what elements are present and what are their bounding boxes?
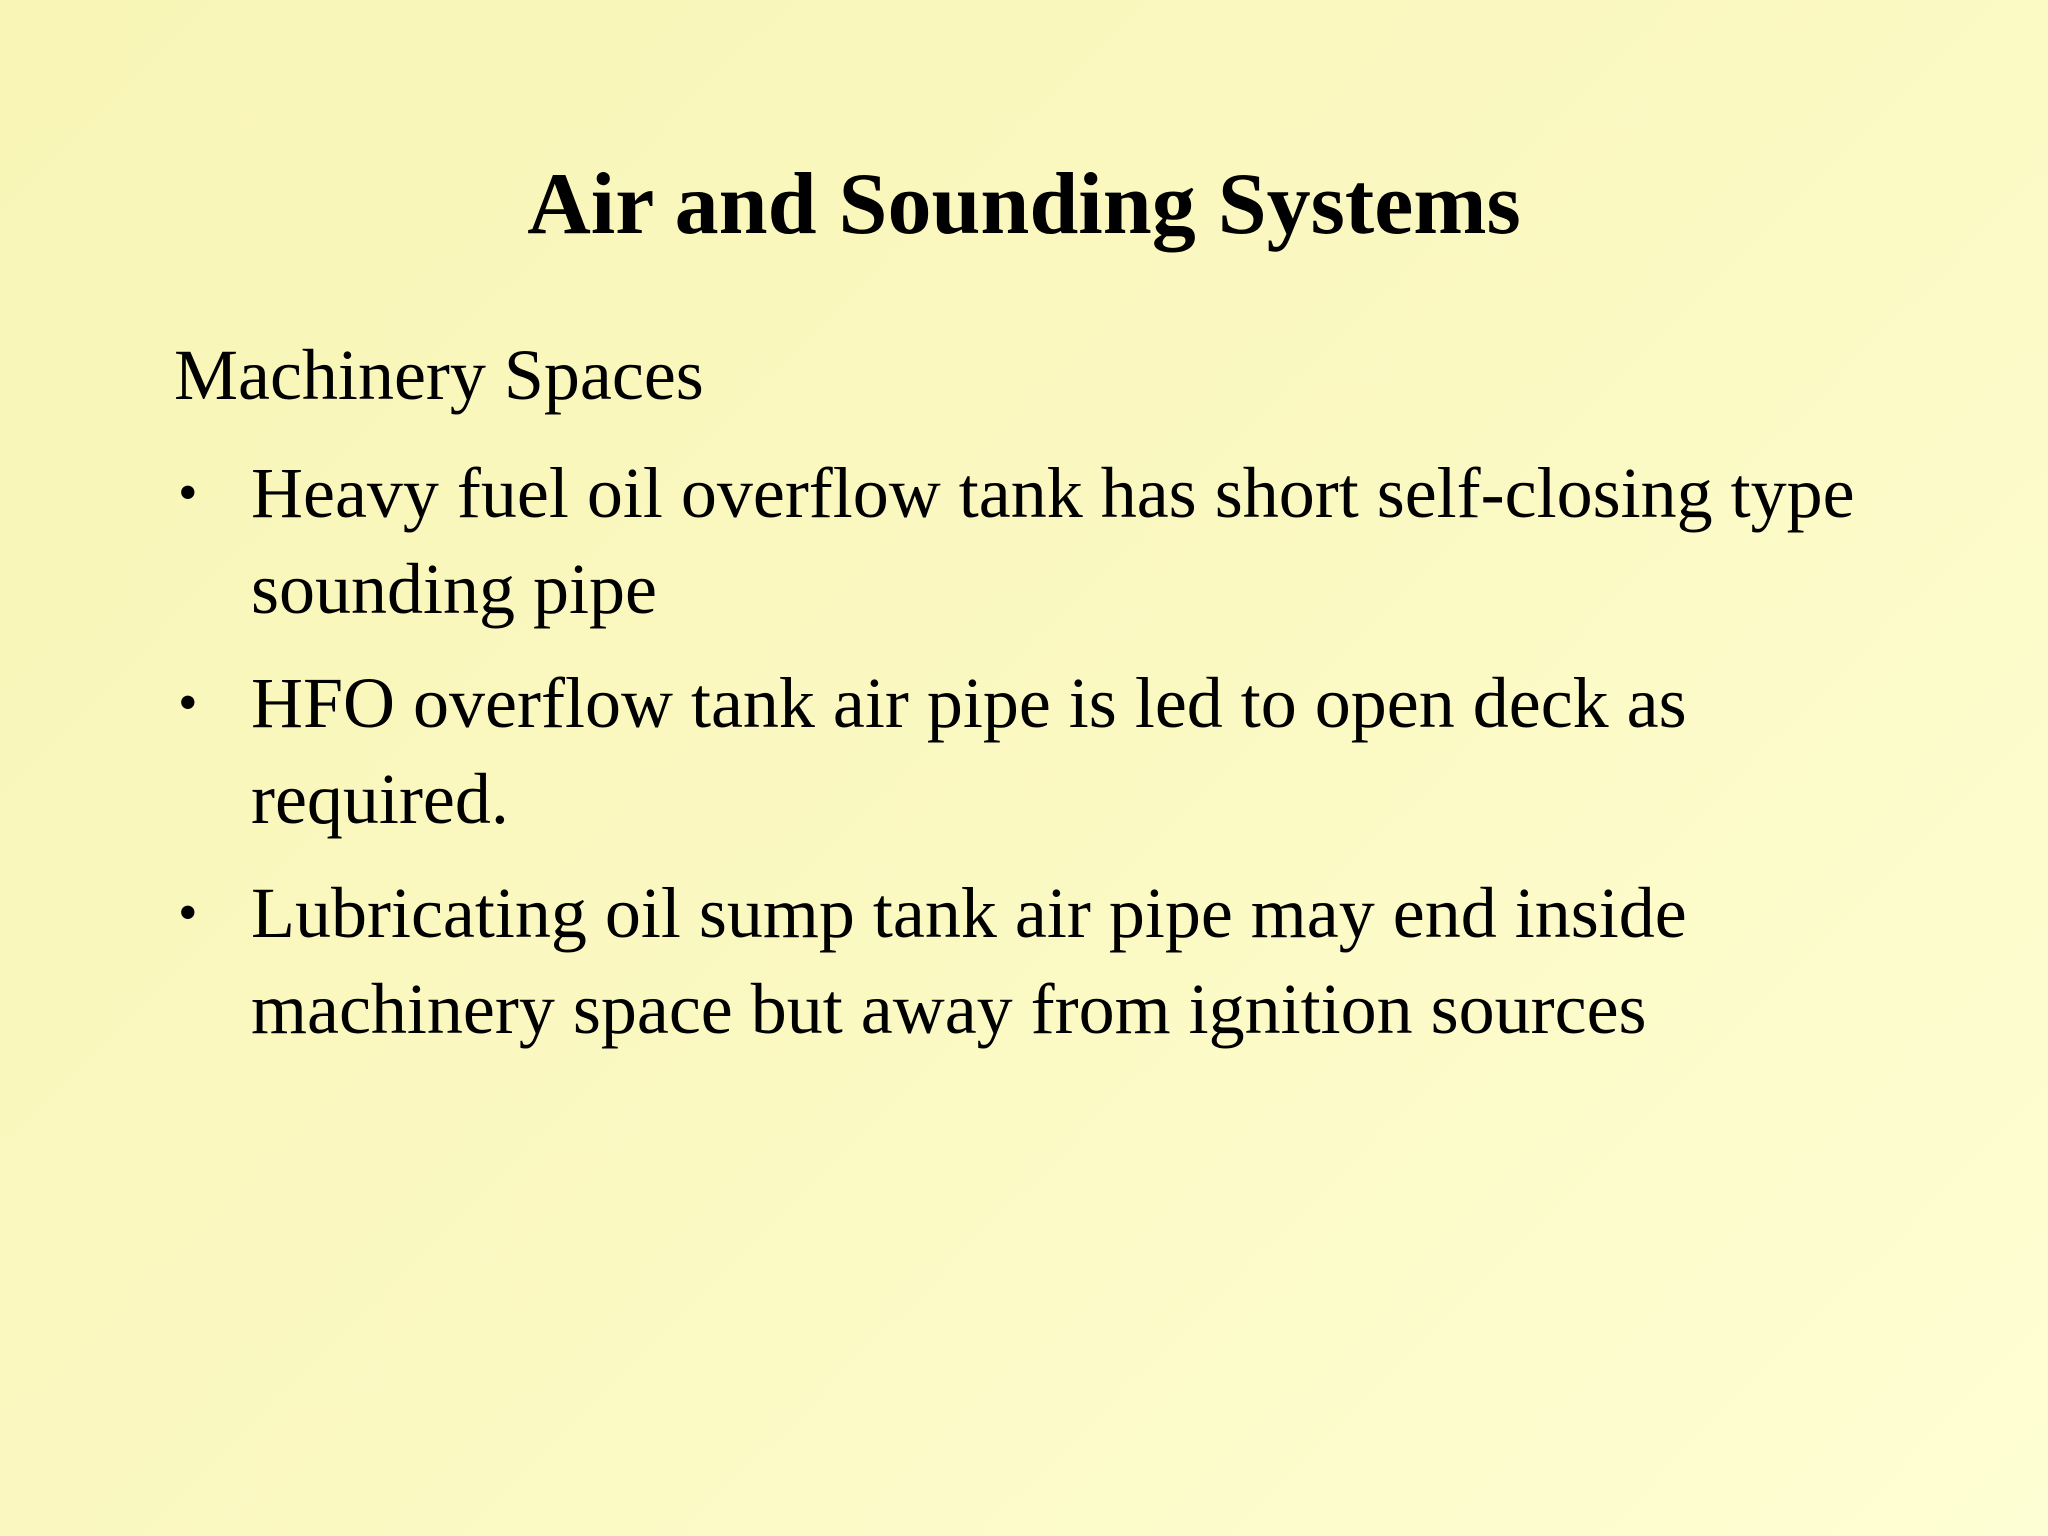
bullet-text: Lubricating oil sump tank air pipe may end inside machinery space but away from ignition sources — [251, 873, 1687, 1049]
bullet-text: HFO overflow tank air pipe is led to open deck as required. — [251, 663, 1687, 839]
bullet-item — [174, 865, 1894, 1057]
bullet-item — [174, 445, 1894, 637]
bullet-icon: • — [178, 882, 198, 944]
bullet-list — [174, 445, 1894, 1075]
slide-title: Air and Sounding Systems — [527, 156, 1521, 253]
bullet-icon: • — [178, 462, 198, 524]
bullet-icon: • — [178, 672, 198, 734]
bullet-item — [174, 655, 1894, 847]
bullet-text: Heavy fuel oil overflow tank has short self-closing type sounding pipe — [251, 453, 1855, 629]
section-heading: Machinery Spaces — [174, 335, 704, 415]
